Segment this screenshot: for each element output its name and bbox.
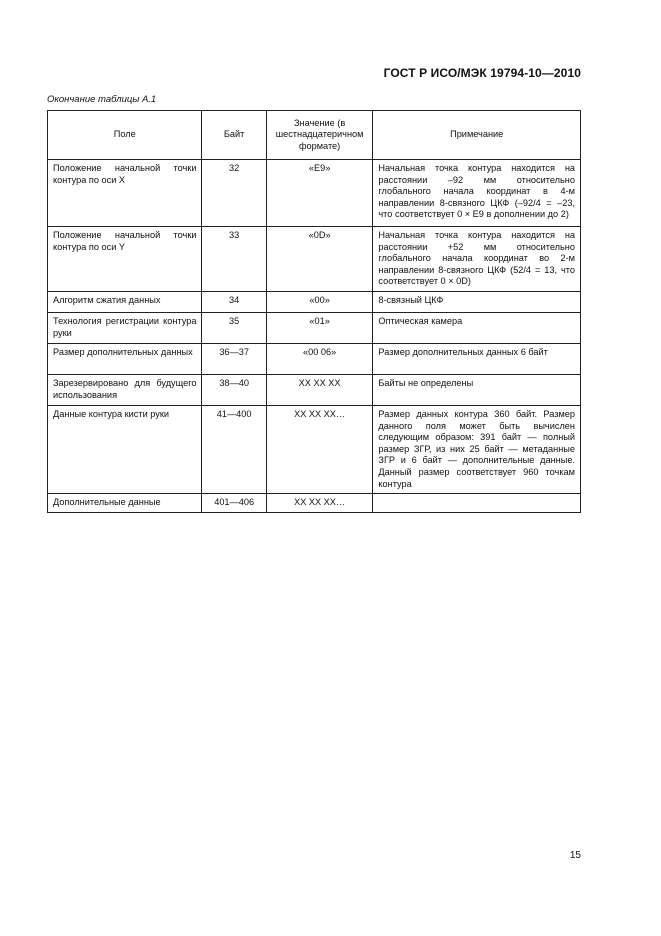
cell-field: Положение начальной точки контура по оси X: [48, 160, 202, 227]
cell-note: Начальная точка контура находится на расстоянии +52 мм относительно глобального начала координат во 2-м направлении 8-связного ЦКФ (52/4 = 13, что соответствует 0 × 0D): [373, 227, 581, 292]
table-row: [48, 405, 581, 493]
cell-field: Зарезервировано для будущего использования: [48, 374, 202, 405]
cell-value: «01»: [266, 312, 373, 343]
cell-value: «00 06»: [266, 343, 373, 374]
cell-note: Размер данных контура 360 байт. Размер данного поля может быть вычислен следующим образом: 391 байт — полный размер ЗГР, из них 25 байт — метаданные ЗГР и 6 байт — дополнительные данные. Данный размер соответствует 960 точкам контура: [373, 405, 581, 493]
cell-note: 8-связный ЦКФ: [373, 291, 581, 312]
column-header-note: Примечание: [373, 111, 581, 160]
table-row: [48, 291, 581, 312]
table-row: [48, 160, 581, 227]
cell-field: Положение начальной точки контура по оси Y: [48, 227, 202, 292]
cell-value: XX XX XX: [266, 374, 373, 405]
data-table: [47, 110, 581, 513]
table-row: [48, 374, 581, 405]
cell-value: «00»: [266, 291, 373, 312]
table-header-row: [48, 111, 581, 160]
cell-field: Данные контура кисти руки: [48, 405, 202, 493]
cell-byte: 35: [202, 312, 266, 343]
cell-note: Размер дополнительных данных 6 байт: [373, 343, 581, 374]
cell-byte: 33: [202, 227, 266, 292]
cell-byte: 36—37: [202, 343, 266, 374]
page-number: 15: [569, 850, 581, 861]
table-row: [48, 227, 581, 292]
cell-byte: 41—400: [202, 405, 266, 493]
cell-value: XX XX XX…: [266, 405, 373, 493]
cell-note: Байты не определены: [373, 374, 581, 405]
cell-value: «E9»: [266, 160, 373, 227]
table-row: [48, 312, 581, 343]
cell-byte: 32: [202, 160, 266, 227]
table-row: [48, 343, 581, 374]
cell-note: Оптическая камера: [373, 312, 581, 343]
column-header-value: Значение (в шестнадцатеричном формате): [266, 111, 373, 160]
cell-field: Технология регистрации контура руки: [48, 312, 202, 343]
cell-note: Начальная точка контура находится на расстоянии –92 мм относительно глобального начала координат в 4-м направлении 8-связного ЦКФ (–92/4 = –23, что соответствует 0 × E9 в дополнении до 2): [373, 160, 581, 227]
table-caption: Окончание таблицы А.1: [47, 94, 157, 105]
cell-field: Размер дополнительных данных: [48, 343, 202, 374]
document-header: ГОСТ Р ИСО/МЭК 19794-10—2010: [383, 66, 581, 80]
cell-value: XX XX XX…: [266, 494, 373, 513]
cell-value: «0D»: [266, 227, 373, 292]
cell-field: Алгоритм сжатия данных: [48, 291, 202, 312]
column-header-byte: Байт: [202, 111, 266, 160]
table-row: [48, 494, 581, 513]
cell-byte: 34: [202, 291, 266, 312]
cell-note: [373, 494, 581, 513]
column-header-field: Поле: [48, 111, 202, 160]
cell-field: Дополнительные данные: [48, 494, 202, 513]
cell-byte: 401—406: [202, 494, 266, 513]
cell-byte: 38—40: [202, 374, 266, 405]
